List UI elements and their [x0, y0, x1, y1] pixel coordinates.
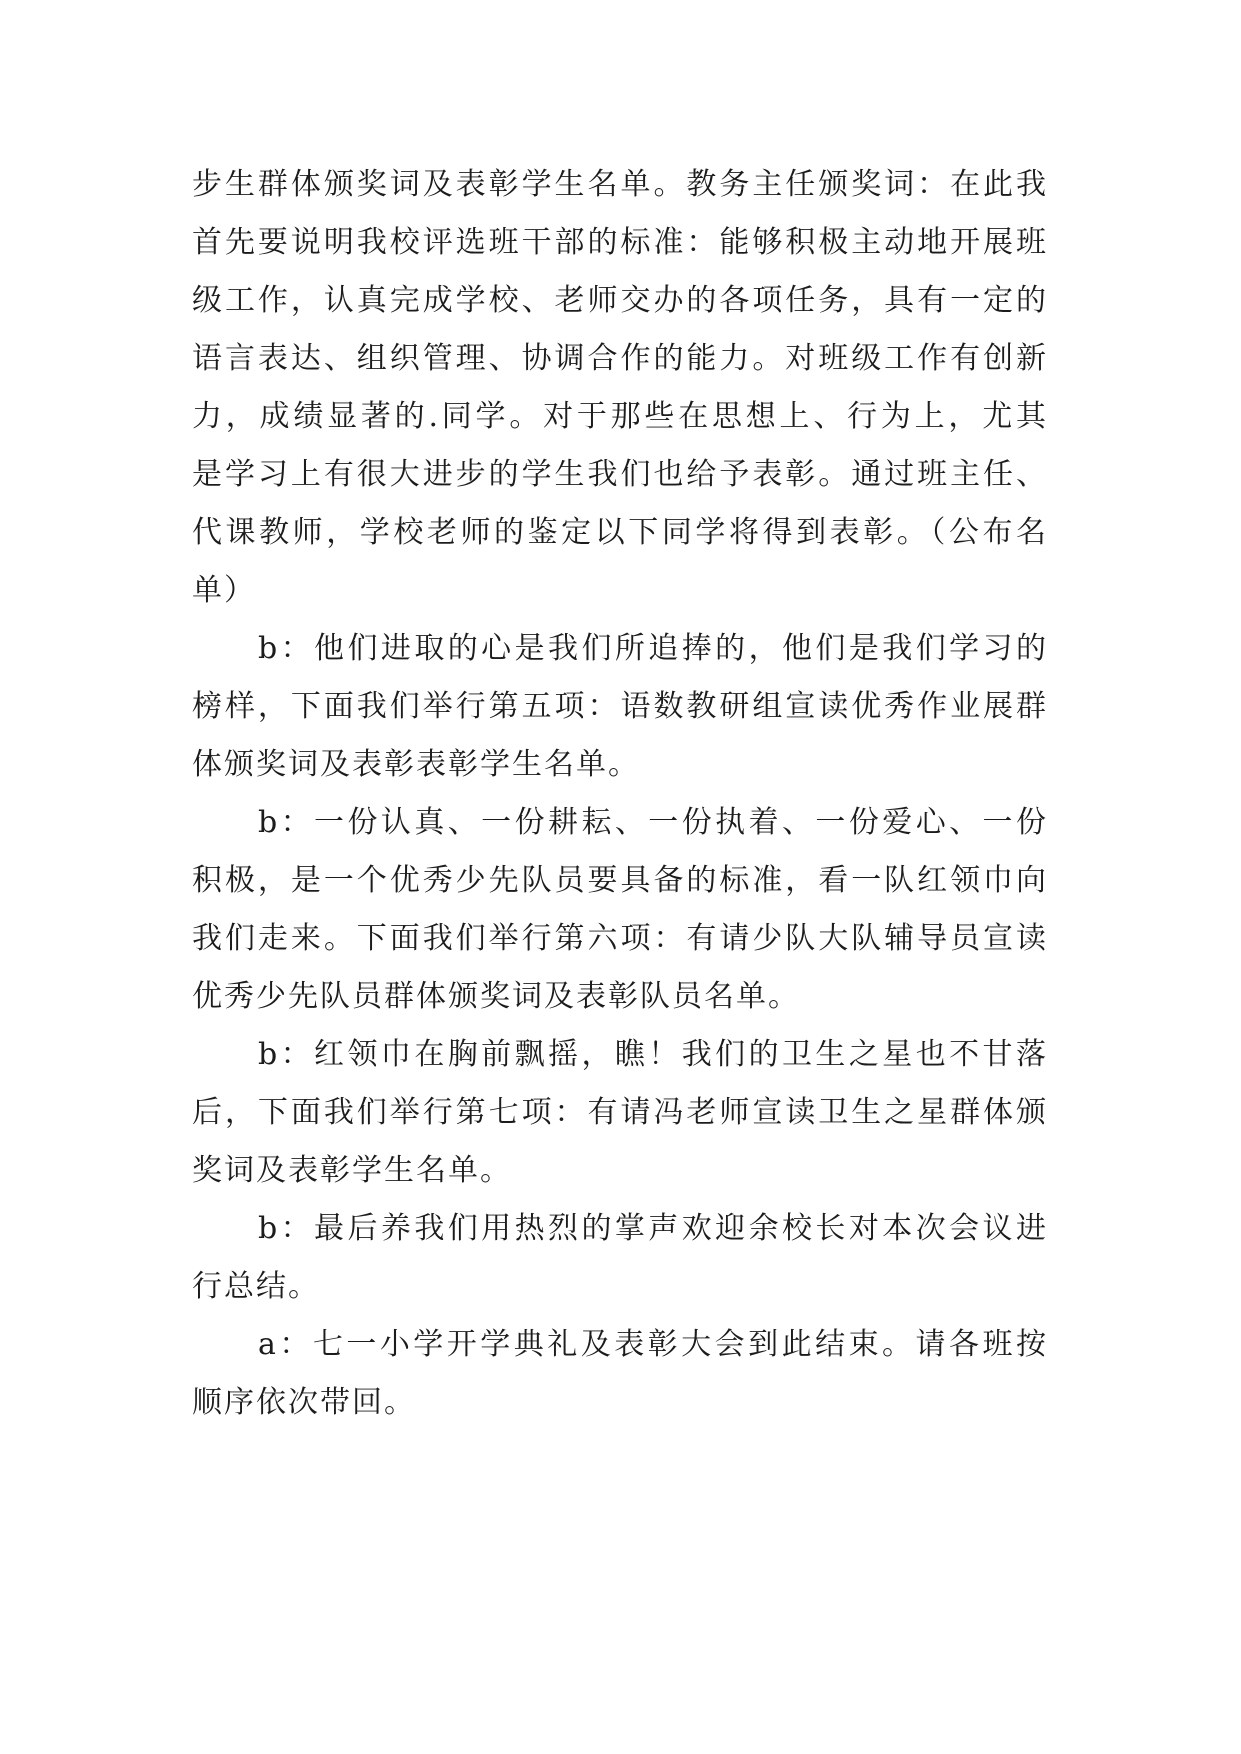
text-line: 优秀少先队员群体颁奖词及表彰队员名单。 [192, 979, 800, 1014]
paragraph [192, 1316, 1048, 1432]
text-line: 我们走来。下面我们举行第六项：有请少队大队辅导员宣读 [192, 921, 1048, 956]
text-line: 顺序依次带回。 [192, 1385, 416, 1420]
text-line: 积极，是一个优秀少先队员要具备的标准，看一队红领巾向 [192, 863, 1048, 898]
text-line: 体颁奖词及表彰表彰学生名单。 [192, 747, 640, 782]
text-line: 是学习上有很大进步的学生我们也给予表彰。通过班主任、 [192, 457, 1048, 492]
text-line: 首先要说明我校评选班干部的标准：能够积极主动地开展班 [192, 225, 1048, 260]
text-line: b：红领巾在胸前飘摇，瞧！我们的卫生之星也不甘落 [258, 1037, 1048, 1072]
paragraph [192, 620, 1048, 794]
text-line: 力，成绩显著的.同学。对于那些在思想上、行为上，尤其 [192, 399, 1048, 434]
document-body [192, 156, 1048, 1432]
text-line: 榜样，下面我们举行第五项：语数教研组宣读优秀作业展群 [192, 689, 1048, 724]
text-line: 级工作，认真完成学校、老师交办的各项任务，具有一定的 [192, 283, 1048, 318]
paragraph [192, 794, 1048, 1026]
paragraph [192, 1026, 1048, 1200]
text-line: 步生群体颁奖词及表彰学生名单。教务主任颁奖词：在此我 [192, 167, 1048, 202]
text-line: 语言表达、组织管理、协调合作的能力。对班级工作有创新 [192, 341, 1048, 376]
text-line: b：一份认真、一份耕耘、一份执着、一份爱心、一份 [258, 805, 1048, 840]
text-line: 代课教师，学校老师的鉴定以下同学将得到表彰。（公布名 [192, 515, 1048, 550]
text-line: 奖词及表彰学生名单。 [192, 1153, 512, 1188]
text-line: b：他们进取的心是我们所追捧的，他们是我们学习的 [258, 631, 1048, 666]
paragraph [192, 1200, 1048, 1316]
text-line: b：最后养我们用热烈的掌声欢迎余校长对本次会议进 [258, 1211, 1048, 1246]
text-line: a：七一小学开学典礼及表彰大会到此结束。请各班按 [258, 1327, 1048, 1362]
text-line: 行总结。 [192, 1269, 320, 1304]
text-line: 后，下面我们举行第七项：有请冯老师宣读卫生之星群体颁 [192, 1095, 1048, 1130]
paragraph [192, 156, 1048, 620]
text-line: 单） [192, 573, 256, 608]
